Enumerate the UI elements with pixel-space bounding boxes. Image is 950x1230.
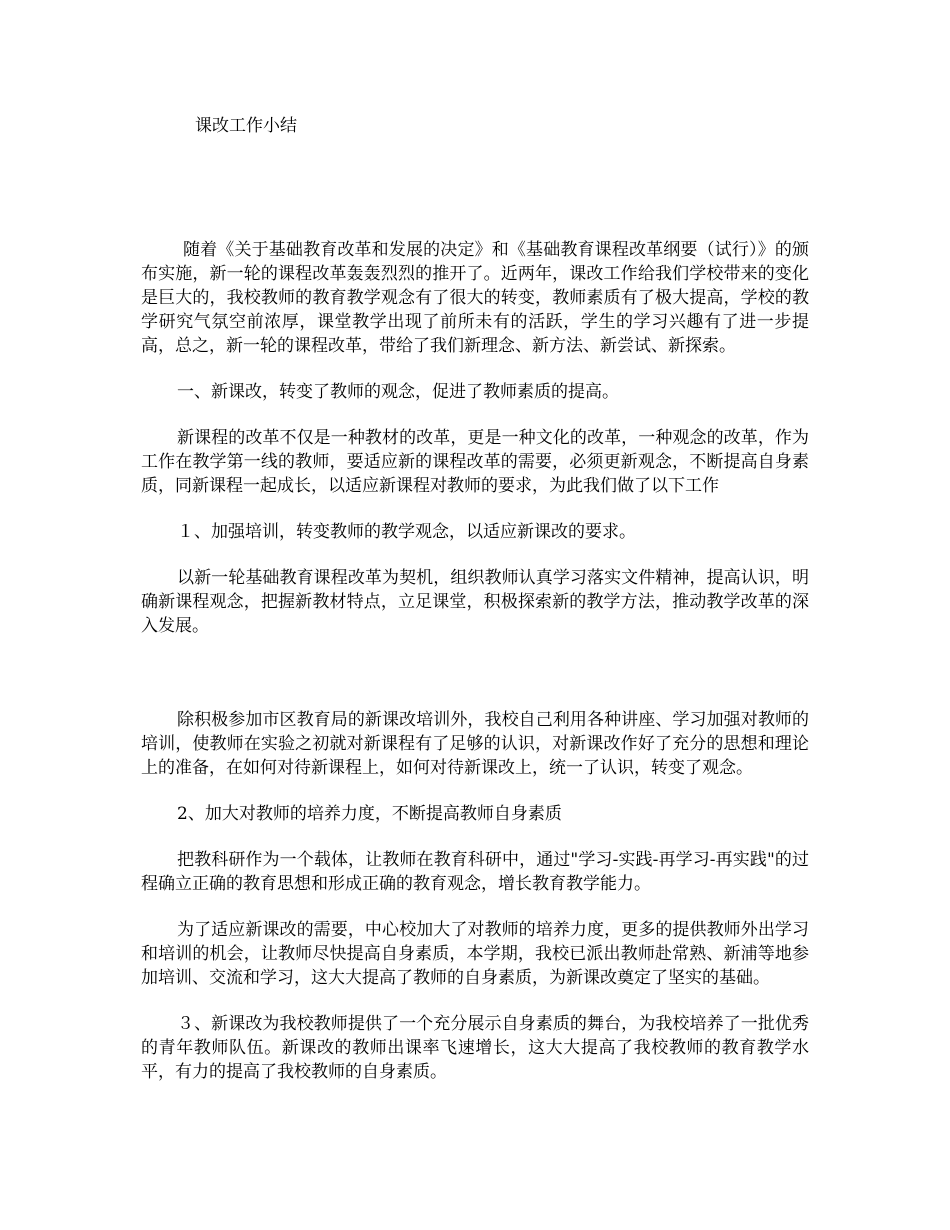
subsection-heading-1: １、加强培训，转变教师的教学观念，以适应新课改的要求。: [177, 522, 636, 542]
intro-paragraph: 随着《关于基础教育改革和发展的决定》和《基础教育课程改革纲要（试行）》的颁布实施，新一轮的课程改革轰轰烈烈的推开了。近两年，课改工作给我们学校带来的变化是巨大的，我校教师的教育教学观念有了很大的转变，教师素质有了极大提高，学校的教学研究气氛空前浓厚，课堂教学出现了前所未有的活跃，学生的学习兴趣有了进一步提高，总之，新一轮的课程改革，带给了我们新理念、新方法、新尝试、新探索。: [141, 240, 809, 356]
paragraph: 新课程的改革不仅是一种教材的改革，更是一种文化的改革，一种观念的改革，作为工作在教学第一线的教师，要适应新的课程改革的需要，必须更新观念，不断提高自身素质，同新课程一起成长，以适应新课程对教师的要求，为此我们做了以下工作: [141, 428, 809, 496]
document-body: [141, 238, 809, 1084]
paragraph: 除积极参加市区教育局的新课改培训外，我校自己利用各种讲座、学习加强对教师的培训，使教师在实验之初就对新课程有了足够的认识，对新课改作好了充分的思想和理论上的准备，在如何对待新课程上，如何对待新课改上，统一了认识，转变了观念。: [141, 710, 809, 778]
document-title: 课改工作小结: [195, 116, 297, 136]
section-heading-1: 一、新课改，转变了教师的观念，促进了教师素质的提高。: [177, 382, 619, 402]
paragraph: 为了适应新课改的需要，中心校加大了对教师的培养力度，更多的提供教师外出学习和培训的机会，让教师尽快提高自身素质，本学期，我校已派出教师赴常熟、新浦等地参加培训、交流和学习，这大大提高了教师的自身素质，为新课改奠定了坚实的基础。: [141, 920, 809, 988]
paragraph: 把教科研作为一个载体，让教师在教育科研中，通过"学习-实践-再学习-再实践"的过程确立正确的教育思想和形成正确的教育观念，增长教育教学能力。: [141, 850, 809, 894]
paragraph: 以新一轮基础教育课程改革为契机，组织教师认真学习落实文件精神，提高认识，明确新课程观念，把握新教材特点，立足课堂，积极探索新的教学方法，推动教学改革的深入发展。: [141, 568, 809, 636]
subsection-heading-3: ３、新课改为我校教师提供了一个充分展示自身素质的舞台，为我校培养了一批优秀的青年教师队伍。新课改的教师出课率飞速增长，这大大提高了我校教师的教育教学水平，有力的提高了我校教师的自身素质。: [141, 1014, 809, 1082]
subsection-heading-2: 2、加大对教师的培养力度，不断提高教师自身素质: [177, 804, 562, 824]
